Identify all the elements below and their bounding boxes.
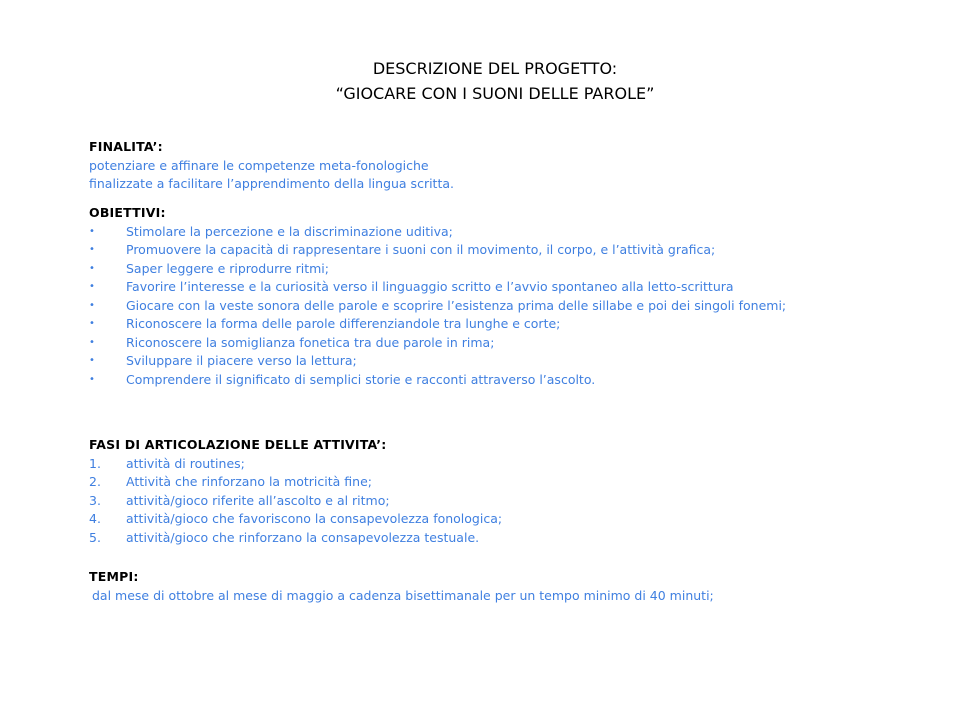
list-item [89,334,889,353]
list-item [89,529,889,548]
step-number: 3. [89,492,101,508]
fase-text: Attività che rinforzano la motricità fine; [126,474,372,489]
step-number: 1. [89,455,101,471]
list-item [89,241,889,260]
fase-text: attività di routines; [126,455,245,471]
document-title [0,56,960,106]
title-line-1: DESCRIZIONE DEL PROGETTO: [372,59,618,78]
bullet-icon: • [89,281,95,292]
section-tempi [89,568,889,605]
fasi-heading: FASI DI ARTICOLAZIONE DELLE ATTIVITA’: [89,437,387,452]
bullet-icon: • [89,336,95,348]
list-item [89,315,889,334]
finalita-heading: FINALITA’: [89,139,163,154]
section-obiettivi [89,204,889,389]
title-line-2: “GIOCARE CON I SUONI DELLE PAROLE” [335,84,655,103]
list-item [89,492,889,511]
finalita-line-1: potenziare e affinare le competenze meta-fonologiche [89,157,429,173]
obiettivo-text: Favorire l’interesse e la curiosità verso il linguaggio scritto e l’avvio spontaneo alla letto-scrittura [126,279,734,294]
bullet-icon: • [89,299,95,311]
obiettivo-text: Sviluppare il piacere verso la lettura; [126,353,357,368]
bullet-icon: • [89,373,95,385]
list-item [89,455,889,474]
finalita-line-2: finalizzate a facilitare l’apprendimento della lingua scritta. [89,176,454,191]
fase-text: attività/gioco che rinforzano la consapevolezza testuale. [126,529,480,545]
list-item [89,510,889,529]
list-item [89,371,889,390]
obiettivi-heading: OBIETTIVI: [89,205,166,220]
step-number: 4. [89,511,101,526]
list-item [89,223,889,242]
obiettivo-text: Riconoscere la somiglianza fonetica tra due parole in rima; [126,334,495,350]
bullet-icon: • [89,262,95,274]
section-fasi [89,436,889,547]
bullet-icon: • [89,225,95,237]
list-item [89,352,889,371]
obiettivo-text: Stimolare la percezione e la discriminazione uditiva; [126,223,453,239]
list-item [89,297,866,316]
list-item [89,278,889,297]
obiettivi-list [89,223,889,390]
obiettivo-text: Promuovere la capacità di rappresentare i suoni con il movimento, il corpo, e l’attività grafica; [126,242,716,257]
fase-text: attività/gioco riferite all’ascolto e al ritmo; [126,492,390,508]
bullet-icon: • [89,318,95,329]
tempi-heading: TEMPI: [89,569,139,584]
bullet-icon: • [89,244,95,255]
list-item [89,260,889,279]
step-number: 2. [89,474,101,489]
list-item [89,473,889,492]
obiettivo-text: Comprendere il significato di semplici storie e racconti attraverso l’ascolto. [126,371,596,387]
section-finalita [89,138,889,194]
fase-text: attività/gioco che favoriscono la consapevolezza fonologica; [126,511,503,526]
obiettivo-text: Riconoscere la forma delle parole differenziandole tra lunghe e corte; [126,316,561,331]
obiettivo-text: Saper leggere e riprodurre ritmi; [126,260,329,276]
step-number: 5. [89,529,101,545]
fasi-list [89,455,889,548]
bullet-icon: • [89,355,95,366]
obiettivo-text: Giocare con la veste sonora delle parole e scoprire l’esistenza prima delle sillabe e poi dei singoli fonemi; [126,297,787,313]
tempi-text: dal mese di ottobre al mese di maggio a cadenza bisettimanale per un tempo minimo di 40 minuti; [92,587,714,603]
